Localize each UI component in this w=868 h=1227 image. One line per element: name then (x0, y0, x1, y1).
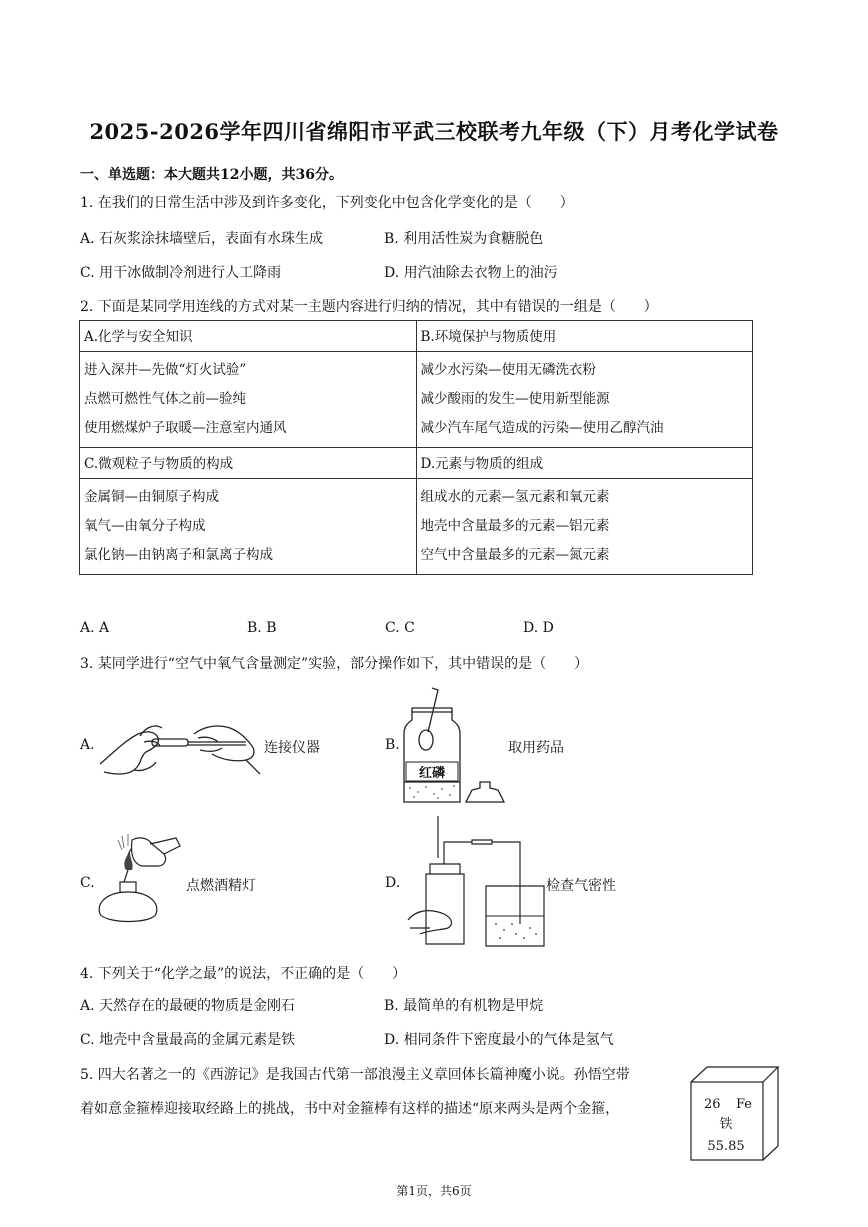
q2-summary-table (79, 320, 753, 575)
q1-option-b: B. 利用活性炭为食糖脱色 (384, 231, 544, 247)
list-item: 组成水的元素—氢元素和氧元素 (420, 489, 610, 505)
reagent-bottle-figure (398, 686, 508, 806)
cell-d-head: D.元素与物质的组成 (416, 448, 753, 479)
list-item: 使用燃煤炉子取暖—注意室内通风 (84, 420, 287, 436)
q5-line-1: 5. 四大名著之一的《西游记》是我国古代第一部浪漫主义章回体长篇神魔小说。孙悟空带 (80, 1067, 630, 1083)
q3-stem: 3. 某同学进行“空气中氧气含量测定”实验，部分操作如下，其中错误的是（ ） (80, 656, 589, 672)
cell-d-items (416, 479, 753, 575)
cell-b-head: B.环境保护与物质使用 (416, 321, 753, 352)
list-item: 减少酸雨的发生—使用新型能源 (420, 391, 610, 407)
q4-option-c: C. 地壳中含量最高的金属元素是铁 (80, 1032, 296, 1048)
q3-option-c-letter: C. (80, 875, 95, 891)
q1-option-c: C. 用干冰做制冷剂进行人工降雨 (80, 265, 282, 281)
q2-stem: 2. 下面是某同学用连线的方式对某一主题内容进行归纳的情况，其中有错误的一组是（ ） (80, 299, 658, 315)
page-footer: 第1页，共6页 (396, 1184, 472, 1198)
q4-option-d: D. 相同条件下密度最小的气体是氢气 (384, 1032, 614, 1048)
element-name: 铁 (719, 1117, 733, 1132)
airtightness-check-figure (400, 812, 560, 950)
q3-option-d-caption: 检查气密性 (546, 878, 616, 894)
cell-a-items (80, 352, 417, 448)
list-item: 金属铜—由铜原子构成 (84, 489, 219, 505)
list-item: 减少汽车尾气造成的污染—使用乙醇汽油 (420, 420, 664, 436)
q5-line-2: 着如意金箍棒迎接取经路上的挑战，书中对金箍棒有这样的描述“原来两头是两个金箍， (80, 1101, 620, 1117)
q2-option-b: B. B (247, 620, 277, 636)
page-title: 2025-2026学年四川省绵阳市平武三校联考九年级（下）月考化学试卷 (89, 119, 779, 144)
element-symbol: Fe (736, 1097, 753, 1112)
element-mass: 55.85 (707, 1139, 745, 1154)
q4-option-a: A. 天然存在的最硬的物质是金刚石 (80, 998, 296, 1014)
cell-a-head: A.化学与安全知识 (80, 321, 417, 352)
bottle-label: 红磷 (418, 766, 446, 781)
list-item: 减少水污染—使用无磷洗衣粉 (420, 362, 596, 378)
q3-option-a-caption: 连接仪器 (264, 740, 320, 756)
section-heading: 一、单选题：本大题共12小题，共36分。 (80, 167, 343, 183)
q1-option-d: D. 用汽油除去衣物上的油污 (384, 265, 558, 281)
q3-option-c-caption: 点燃酒精灯 (186, 878, 256, 894)
q1-option-a: A. 石灰浆涂抹墙壁后，表面有水珠生成 (80, 231, 324, 247)
q4-option-b: B. 最简单的有机物是甲烷 (384, 998, 544, 1014)
list-item: 空气中含量最多的元素—氮元素 (420, 547, 610, 563)
cell-c-head: C.微观粒子与物质的构成 (80, 448, 417, 479)
q4-stem: 4. 下列关于“化学之最”的说法，不正确的是（ ） (80, 966, 407, 982)
q2-option-c: C. C (385, 620, 415, 636)
q3-option-a-letter: A. (80, 737, 95, 753)
q3-option-b-letter: B. (385, 737, 400, 753)
iron-element-card (690, 1066, 780, 1162)
connect-apparatus-figure (96, 712, 264, 780)
q3-option-d-letter: D. (385, 875, 401, 891)
list-item: 地壳中含量最多的元素—铝元素 (420, 518, 610, 534)
list-item: 点燃可燃性气体之前—验纯 (84, 391, 246, 407)
q2-option-d: D. D (523, 620, 554, 636)
cell-b-items (416, 352, 753, 448)
element-number: 26 (704, 1097, 721, 1112)
cell-c-items (80, 479, 417, 575)
stopper-icon (466, 782, 504, 802)
list-item: 氧气—由氧分子构成 (84, 518, 206, 534)
list-item: 进入深井—先做“灯火试验” (84, 362, 247, 378)
q2-option-a: A. A (80, 620, 110, 636)
q3-option-b-caption: 取用药品 (508, 740, 564, 756)
alcohol-lamp-figure (92, 830, 188, 930)
q1-stem: 1. 在我们的日常生活中涉及到许多变化，下列变化中包含化学变化的是（ ） (80, 195, 574, 211)
list-item: 氯化钠—由钠离子和氯离子构成 (84, 547, 273, 563)
